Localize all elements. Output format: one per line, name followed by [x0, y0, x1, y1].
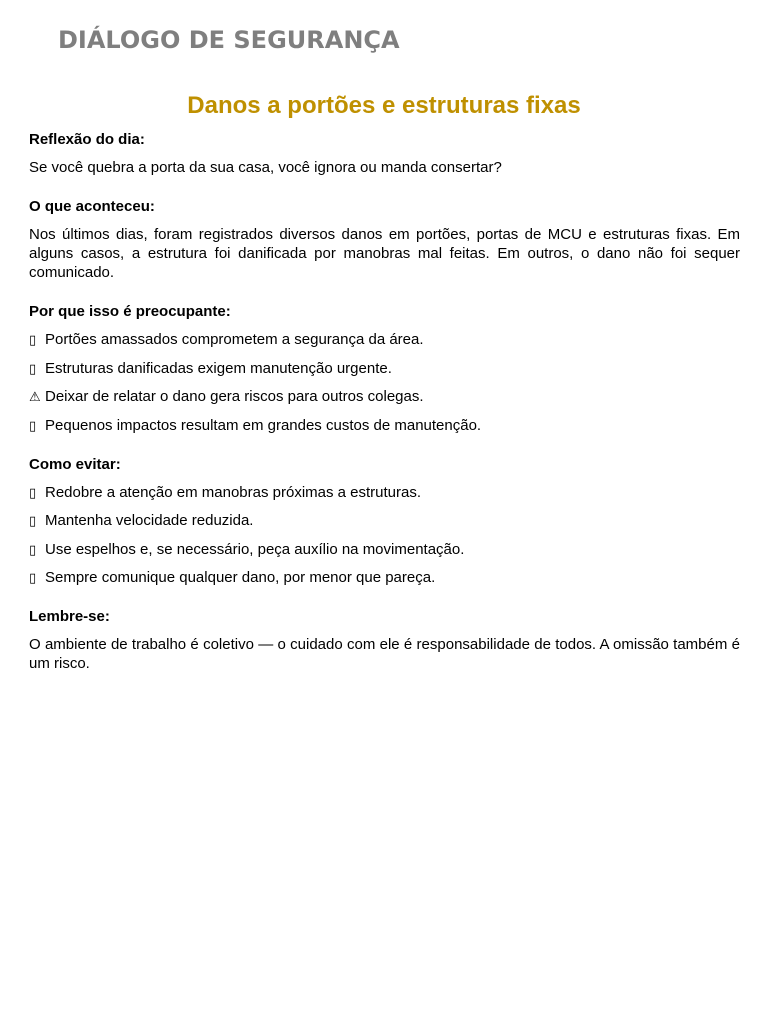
list-item	[29, 330, 740, 349]
list-item-text: Use espelhos e, se necessário, peça auxílio na movimentação.	[45, 540, 465, 558]
missing-glyph-box-icon: ▯	[29, 485, 37, 501]
warning-icon: ⚠	[29, 390, 41, 405]
missing-glyph-box-icon: ▯	[29, 514, 37, 529]
list-item	[29, 540, 740, 559]
list-item	[29, 387, 740, 406]
how-to-avoid-heading: Como evitar:	[29, 455, 121, 473]
list-item	[29, 359, 740, 378]
list-item-text: Deixar de relatar o dano gera riscos para outros colegas.	[45, 388, 424, 405]
list-item-text: Mantenha velocidade reduzida.	[45, 512, 254, 529]
list-item-text: Estruturas danificadas exigem manutenção urgente.	[45, 359, 392, 377]
list-item	[29, 483, 740, 502]
list-item-text: Sempre comunique qualquer dano, por menor que pareça.	[45, 569, 436, 586]
remember-heading: Lembre-se:	[29, 608, 110, 625]
what-happened-text: Nos últimos dias, foram registrados diversos danos em portões, portas de MCU e estruturas fixas. Em alguns casos, a estrutura foi danificada por manobras mal feitas. Em outros, o dano não foi sequer comunicado.	[29, 226, 740, 281]
document-header: DIÁLOGO DE SEGURANÇA	[58, 26, 400, 54]
missing-glyph-box-icon: ▯	[29, 542, 37, 558]
list-item-text: Redobre a atenção em manobras próximas a estruturas.	[45, 483, 422, 501]
why-concern-heading: Por que isso é preocupante:	[29, 303, 231, 320]
list-item-text: Portões amassados comprometem a segurança da área.	[45, 331, 424, 348]
list-item	[29, 568, 740, 587]
missing-glyph-box-icon: ▯	[29, 361, 37, 377]
list-item-text: Pequenos impactos resultam em grandes custos de manutenção.	[45, 416, 482, 434]
list-item	[29, 416, 740, 435]
page-title: Danos a portões e estruturas fixas	[187, 92, 581, 119]
why-concern-list	[29, 330, 740, 435]
missing-glyph-box-icon: ▯	[29, 333, 37, 348]
reflection-text: Se você quebra a porta da sua casa, você ignora ou manda consertar?	[29, 159, 502, 176]
missing-glyph-box-icon: ▯	[29, 571, 37, 586]
reflection-heading: Reflexão do dia:	[29, 131, 145, 148]
list-item	[29, 511, 740, 530]
document-body	[29, 130, 740, 673]
how-to-avoid-list	[29, 483, 740, 588]
remember-text: O ambiente de trabalho é coletivo — o cuidado com ele é responsabilidade de todos. A omissão também é um risco.	[29, 636, 740, 672]
missing-glyph-box-icon: ▯	[29, 418, 37, 434]
what-happened-heading: O que aconteceu:	[29, 198, 155, 215]
